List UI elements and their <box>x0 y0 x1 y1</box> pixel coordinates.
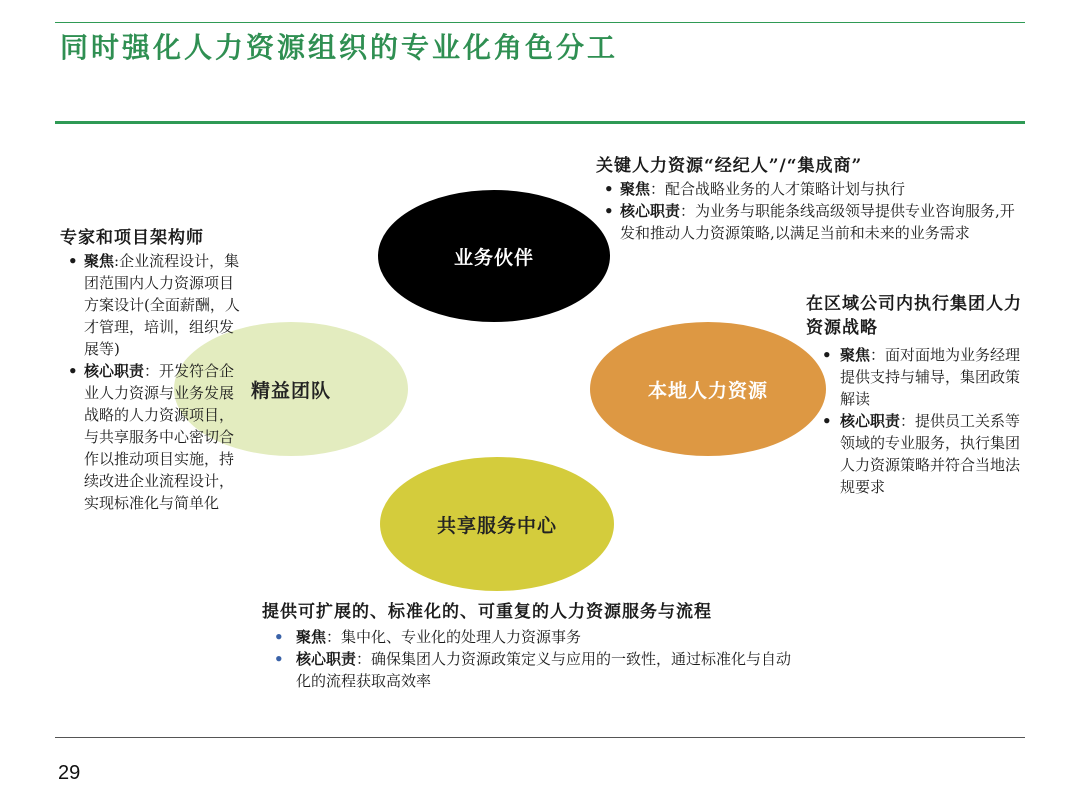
list-item <box>806 410 1030 498</box>
list-item <box>60 250 246 360</box>
list-item <box>60 360 246 514</box>
focus-key: 聚焦 <box>84 252 115 270</box>
bullet-icon: • <box>604 202 614 220</box>
local-hr-ellipse <box>590 322 826 456</box>
lean-team-description <box>60 226 246 514</box>
bullet-icon: • <box>604 180 614 198</box>
list-item <box>596 178 1016 200</box>
focus-text: ：集中化、专业化的处理人力资源事务 <box>326 628 582 646</box>
page-number: 29 <box>58 762 81 784</box>
footer-rule <box>55 737 1025 738</box>
page-title: 同时强化人力资源组织的专业化角色分工 <box>60 31 619 64</box>
bullet-icon: • <box>822 412 832 430</box>
list-item <box>596 200 1016 244</box>
business-partner-description <box>596 154 1016 244</box>
focus-key: 聚焦 <box>296 628 327 646</box>
duty-key: 核心职责 <box>84 362 145 380</box>
business-partner-label: 业务伙伴 <box>453 246 534 269</box>
focus-key: 聚焦 <box>840 346 871 364</box>
lean-team-label: 精益团队 <box>250 379 331 402</box>
duty-text: ：提供员工关系等领域的专业服务，执行集团人力资源策略并符合当地法规要求 <box>840 412 1021 496</box>
top-rule <box>55 22 1025 23</box>
local-hr-label: 本地人力资源 <box>647 379 768 402</box>
focus-text: :企业流程设计，集团范围内人力资源项目方案设计(全面薪酬，人才管理，培训，组织发展等) <box>84 252 240 358</box>
list-item <box>262 626 792 648</box>
duty-key: 核心职责 <box>620 202 681 220</box>
duty-text: ：开发符合企业人力资源与业务发展战略的人力资源项目，与共享服务中心密切合作以推动项目实施，持续改进企业流程设计，实现标准化与简单化 <box>84 362 235 512</box>
bullet-icon: • <box>274 650 284 668</box>
focus-text: ：面对面地为业务经理提供支持与辅导，集团政策解读 <box>840 346 1021 408</box>
local-hr-heading: 在区域公司内执行集团人力资源战略 <box>806 294 1022 338</box>
duty-text: ：为业务与职能条线高级领导提供专业咨询服务,开发和推动人力资源策略,以满足当前和未来的业务需求 <box>620 202 1015 242</box>
bullet-icon: • <box>822 346 832 364</box>
title-underline <box>55 121 1025 124</box>
list-item <box>262 648 792 692</box>
duty-text: ：确保集团人力资源政策定义与应用的一致性，通过标准化与自动化的流程获取高效率 <box>296 650 792 690</box>
lean-team-heading: 专家和项目架构师 <box>60 228 204 248</box>
focus-key: 聚焦 <box>620 180 651 198</box>
shared-service-ellipse <box>380 457 614 591</box>
business-partner-ellipse <box>378 190 610 322</box>
local-hr-description <box>806 292 1030 498</box>
shared-service-label: 共享服务中心 <box>436 514 557 537</box>
list-item <box>806 344 1030 410</box>
bullet-icon: • <box>274 628 284 646</box>
bullet-icon: • <box>68 362 78 380</box>
shared-service-heading: 提供可扩展的、标准化的、可重复的人力资源服务与流程 <box>262 602 712 622</box>
bullet-icon: • <box>68 252 78 270</box>
business-partner-heading: 关键人力资源“经纪人”/“集成商” <box>596 156 863 176</box>
duty-key: 核心职责 <box>296 650 357 668</box>
focus-text: ：配合战略业务的人才策略计划与执行 <box>650 180 906 198</box>
duty-key: 核心职责 <box>840 412 901 430</box>
shared-service-description <box>262 600 792 692</box>
